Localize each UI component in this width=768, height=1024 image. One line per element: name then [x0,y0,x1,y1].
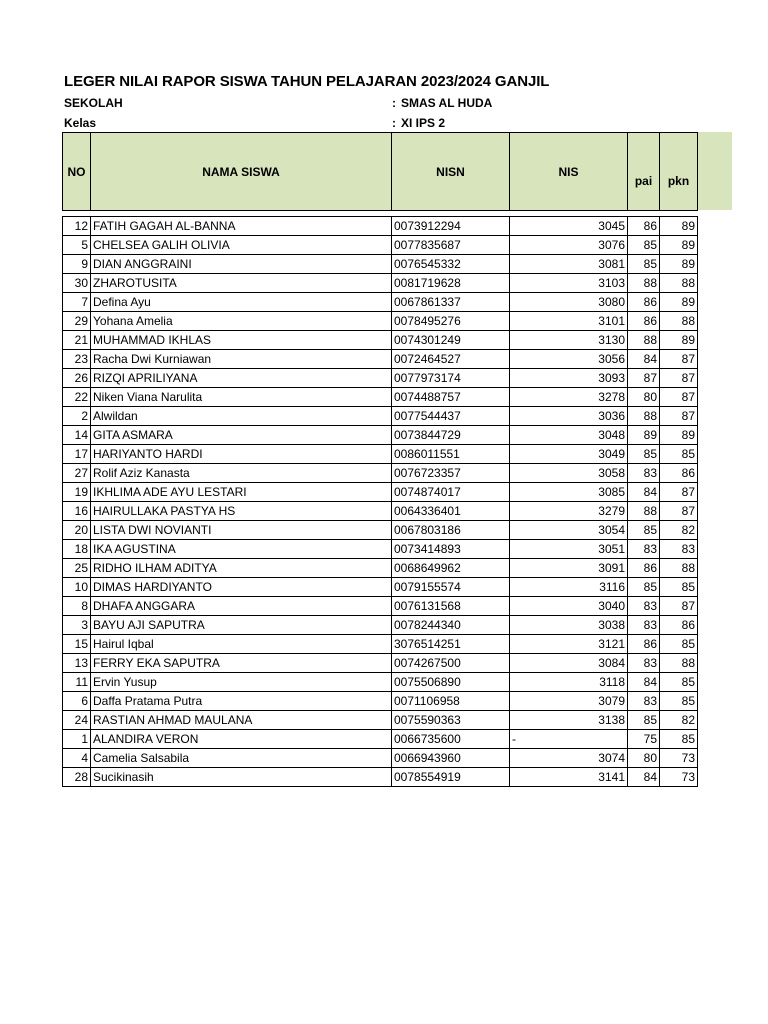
cell-nisn: 0074874017 [392,483,510,502]
cell-no: 11 [63,673,91,692]
table-row [63,236,698,255]
cell-nisn: 0077544437 [392,407,510,426]
cell-nis: 3079 [510,692,628,711]
cell-nisn: 0064336401 [392,502,510,521]
grade-table [62,132,698,787]
cell-nis: 3080 [510,293,628,312]
cell-nis: 3116 [510,578,628,597]
cell-pai: 89 [628,426,660,445]
cell-pai: 83 [628,692,660,711]
cell-nis: 3051 [510,540,628,559]
table-row [63,559,698,578]
cell-pai: 87 [628,369,660,388]
cell-nisn: 0077973174 [392,369,510,388]
cell-pai: 83 [628,597,660,616]
cell-nis: 3081 [510,255,628,274]
cell-no: 19 [63,483,91,502]
cell-pai: 85 [628,236,660,255]
cell-pkn: 73 [660,768,698,787]
cell-no: 16 [63,502,91,521]
table-row [63,350,698,369]
cell-name: MUHAMMAD IKHLAS [91,331,392,350]
cell-pai: 88 [628,274,660,293]
cell-nis: 3118 [510,673,628,692]
cell-no: 1 [63,730,91,749]
cell-pai: 83 [628,654,660,673]
table-row [63,426,698,445]
cell-nis: 3058 [510,464,628,483]
cell-nis: 3045 [510,217,628,236]
cell-nisn: 0073912294 [392,217,510,236]
header-nis: NIS [510,133,628,211]
table-row [63,597,698,616]
cell-no: 23 [63,350,91,369]
cell-nisn: 0066735600 [392,730,510,749]
cell-nis: 3103 [510,274,628,293]
cell-pkn: 89 [660,217,698,236]
cell-no: 18 [63,540,91,559]
cell-nisn: 0074301249 [392,331,510,350]
cell-name: IKA AGUSTINA [91,540,392,559]
cell-no: 29 [63,312,91,331]
cell-name: ALANDIRA VERON [91,730,392,749]
table-row [63,730,698,749]
cell-name: HAIRULLAKA PASTYA HS [91,502,392,521]
table-row [63,388,698,407]
cell-pkn: 89 [660,293,698,312]
cell-nis: 3074 [510,749,628,768]
cell-nisn: 0078554919 [392,768,510,787]
cell-name: DHAFA ANGGARA [91,597,392,616]
cell-pai: 80 [628,388,660,407]
header-pkn: pkn [660,133,698,211]
cell-no: 20 [63,521,91,540]
cell-pai: 85 [628,521,660,540]
cell-nisn: 0067861337 [392,293,510,312]
cell-name: RASTIAN AHMAD MAULANA [91,711,392,730]
cell-pkn: 87 [660,483,698,502]
cell-no: 12 [63,217,91,236]
cell-pai: 88 [628,331,660,350]
cell-nisn: 0078495276 [392,312,510,331]
cell-pkn: 88 [660,312,698,331]
cell-pkn: 73 [660,749,698,768]
cell-nisn: 0076545332 [392,255,510,274]
cell-no: 25 [63,559,91,578]
cell-pkn: 87 [660,369,698,388]
cell-pai: 83 [628,540,660,559]
cell-name: Sucikinasih [91,768,392,787]
cell-name: Racha Dwi Kurniawan [91,350,392,369]
table-row [63,483,698,502]
cell-name: HARIYANTO HARDI [91,445,392,464]
cell-pai: 84 [628,483,660,502]
cell-nisn: 0076723357 [392,464,510,483]
cell-name: Rolif Aziz Kanasta [91,464,392,483]
table-row [63,692,698,711]
cell-no: 27 [63,464,91,483]
cell-name: Niken Viana Narulita [91,388,392,407]
cell-nisn: 0071106958 [392,692,510,711]
cell-pkn: 87 [660,407,698,426]
table-row [63,255,698,274]
cell-nisn: 0066943960 [392,749,510,768]
school-colon: : [392,96,396,110]
table-row [63,407,698,426]
cell-nisn: 0079155574 [392,578,510,597]
header-fill-extension [697,132,732,210]
cell-pkn: 89 [660,426,698,445]
school-label: SEKOLAH [64,96,123,110]
cell-pkn: 85 [660,692,698,711]
cell-no: 7 [63,293,91,312]
cell-no: 24 [63,711,91,730]
cell-nisn: 0067803186 [392,521,510,540]
cell-nisn: 0077835687 [392,236,510,255]
cell-name: FATIH GAGAH AL-BANNA [91,217,392,236]
cell-pkn: 83 [660,540,698,559]
cell-pkn: 89 [660,255,698,274]
table-row [63,540,698,559]
cell-name: RIZQI APRILIYANA [91,369,392,388]
cell-pkn: 89 [660,236,698,255]
cell-no: 28 [63,768,91,787]
cell-nis: 3085 [510,483,628,502]
cell-no: 5 [63,236,91,255]
table-row [63,711,698,730]
cell-no: 15 [63,635,91,654]
table-row [63,521,698,540]
cell-pkn: 88 [660,559,698,578]
cell-nisn: 0078244340 [392,616,510,635]
cell-no: 22 [63,388,91,407]
cell-no: 21 [63,331,91,350]
cell-pai: 84 [628,673,660,692]
cell-no: 10 [63,578,91,597]
cell-nis: 3121 [510,635,628,654]
cell-pkn: 82 [660,521,698,540]
class-colon: : [392,116,396,130]
cell-pai: 86 [628,559,660,578]
cell-name: CHELSEA GALIH OLIVIA [91,236,392,255]
cell-nisn: 0073844729 [392,426,510,445]
cell-name: DIMAS HARDIYANTO [91,578,392,597]
cell-nis: 3138 [510,711,628,730]
cell-no: 13 [63,654,91,673]
cell-nis: 3049 [510,445,628,464]
table-row [63,293,698,312]
cell-pkn: 86 [660,464,698,483]
cell-pai: 86 [628,293,660,312]
cell-nisn: 0068649962 [392,559,510,578]
cell-no: 30 [63,274,91,293]
cell-pai: 85 [628,255,660,274]
cell-nis: 3036 [510,407,628,426]
cell-nisn: 0073414893 [392,540,510,559]
cell-name: Alwildan [91,407,392,426]
cell-nis: 3101 [510,312,628,331]
cell-pai: 83 [628,616,660,635]
cell-nis: 3048 [510,426,628,445]
cell-pai: 85 [628,445,660,464]
cell-pai: 86 [628,635,660,654]
cell-pai: 86 [628,312,660,331]
table-row [63,331,698,350]
cell-nisn: 0076131568 [392,597,510,616]
cell-pai: 80 [628,749,660,768]
table-header-row [63,133,698,211]
cell-nisn: 0075590363 [392,711,510,730]
cell-name: Yohana Amelia [91,312,392,331]
cell-no: 9 [63,255,91,274]
cell-pkn: 85 [660,635,698,654]
document-title: LEGER NILAI RAPOR SISWA TAHUN PELAJARAN 2023/2024 GANJIL [64,73,550,90]
cell-nis: 3278 [510,388,628,407]
cell-nis: 3093 [510,369,628,388]
cell-pkn: 85 [660,673,698,692]
cell-no: 6 [63,692,91,711]
cell-name: Ervin Yusup [91,673,392,692]
cell-pkn: 82 [660,711,698,730]
cell-no: 3 [63,616,91,635]
cell-pkn: 87 [660,502,698,521]
cell-pkn: 87 [660,388,698,407]
table-row [63,274,698,293]
table-row [63,578,698,597]
cell-nisn: 0074267500 [392,654,510,673]
header-pai: pai [628,133,660,211]
cell-nis: 3279 [510,502,628,521]
cell-name: FERRY EKA SAPUTRA [91,654,392,673]
cell-name: LISTA DWI NOVIANTI [91,521,392,540]
cell-nis: 3038 [510,616,628,635]
cell-pai: 83 [628,464,660,483]
cell-pkn: 87 [660,350,698,369]
class-label: Kelas [64,116,97,130]
cell-name: Defina Ayu [91,293,392,312]
cell-nis: 3141 [510,768,628,787]
cell-nisn: 0074488757 [392,388,510,407]
cell-pai: 75 [628,730,660,749]
table-row [63,768,698,787]
school-value: SMAS AL HUDA [401,96,493,110]
cell-pkn: 86 [660,616,698,635]
cell-name: BAYU AJI SAPUTRA [91,616,392,635]
cell-name: RIDHO ILHAM ADITYA [91,559,392,578]
cell-pkn: 85 [660,730,698,749]
table-row [63,312,698,331]
table-row [63,502,698,521]
table-row [63,673,698,692]
cell-pkn: 88 [660,654,698,673]
cell-no: 2 [63,407,91,426]
cell-nisn: 0072464527 [392,350,510,369]
cell-name: Hairul Iqbal [91,635,392,654]
header-no: NO [63,133,91,211]
cell-no: 14 [63,426,91,445]
cell-nis: 3084 [510,654,628,673]
cell-no: 8 [63,597,91,616]
cell-pai: 88 [628,502,660,521]
cell-nis: 3130 [510,331,628,350]
cell-pai: 85 [628,711,660,730]
table-row [63,464,698,483]
cell-nisn: 0081719628 [392,274,510,293]
table-row [63,445,698,464]
table-row [63,217,698,236]
cell-pai: 86 [628,217,660,236]
cell-pai: 88 [628,407,660,426]
table-row [63,749,698,768]
cell-nis: 3040 [510,597,628,616]
cell-name: Camelia Salsabila [91,749,392,768]
cell-nis: 3056 [510,350,628,369]
cell-pkn: 87 [660,597,698,616]
cell-no: 26 [63,369,91,388]
class-value: XI IPS 2 [401,116,446,130]
table-row [63,369,698,388]
cell-no: 17 [63,445,91,464]
cell-no: 4 [63,749,91,768]
cell-nis: 3076 [510,236,628,255]
cell-pai: 84 [628,350,660,369]
cell-pkn: 89 [660,331,698,350]
grade-table-body [63,211,698,787]
cell-pai: 84 [628,768,660,787]
cell-pkn: 85 [660,445,698,464]
cell-nisn: 3076514251 [392,635,510,654]
table-row [63,635,698,654]
cell-pkn: 85 [660,578,698,597]
cell-nisn: 0075506890 [392,673,510,692]
cell-name: ZHAROTUSITA [91,274,392,293]
cell-nis: - [510,730,628,749]
cell-pai: 85 [628,578,660,597]
cell-nis: 3054 [510,521,628,540]
table-row [63,616,698,635]
table-row [63,654,698,673]
cell-name: IKHLIMA ADE AYU LESTARI [91,483,392,502]
cell-pkn: 88 [660,274,698,293]
header-nisn: NISN [392,133,510,211]
cell-name: DIAN ANGGRAINI [91,255,392,274]
cell-name: Daffa Pratama Putra [91,692,392,711]
cell-nis: 3091 [510,559,628,578]
cell-nisn: 0086011551 [392,445,510,464]
cell-name: GITA ASMARA [91,426,392,445]
header-name: NAMA SISWA [91,133,392,211]
